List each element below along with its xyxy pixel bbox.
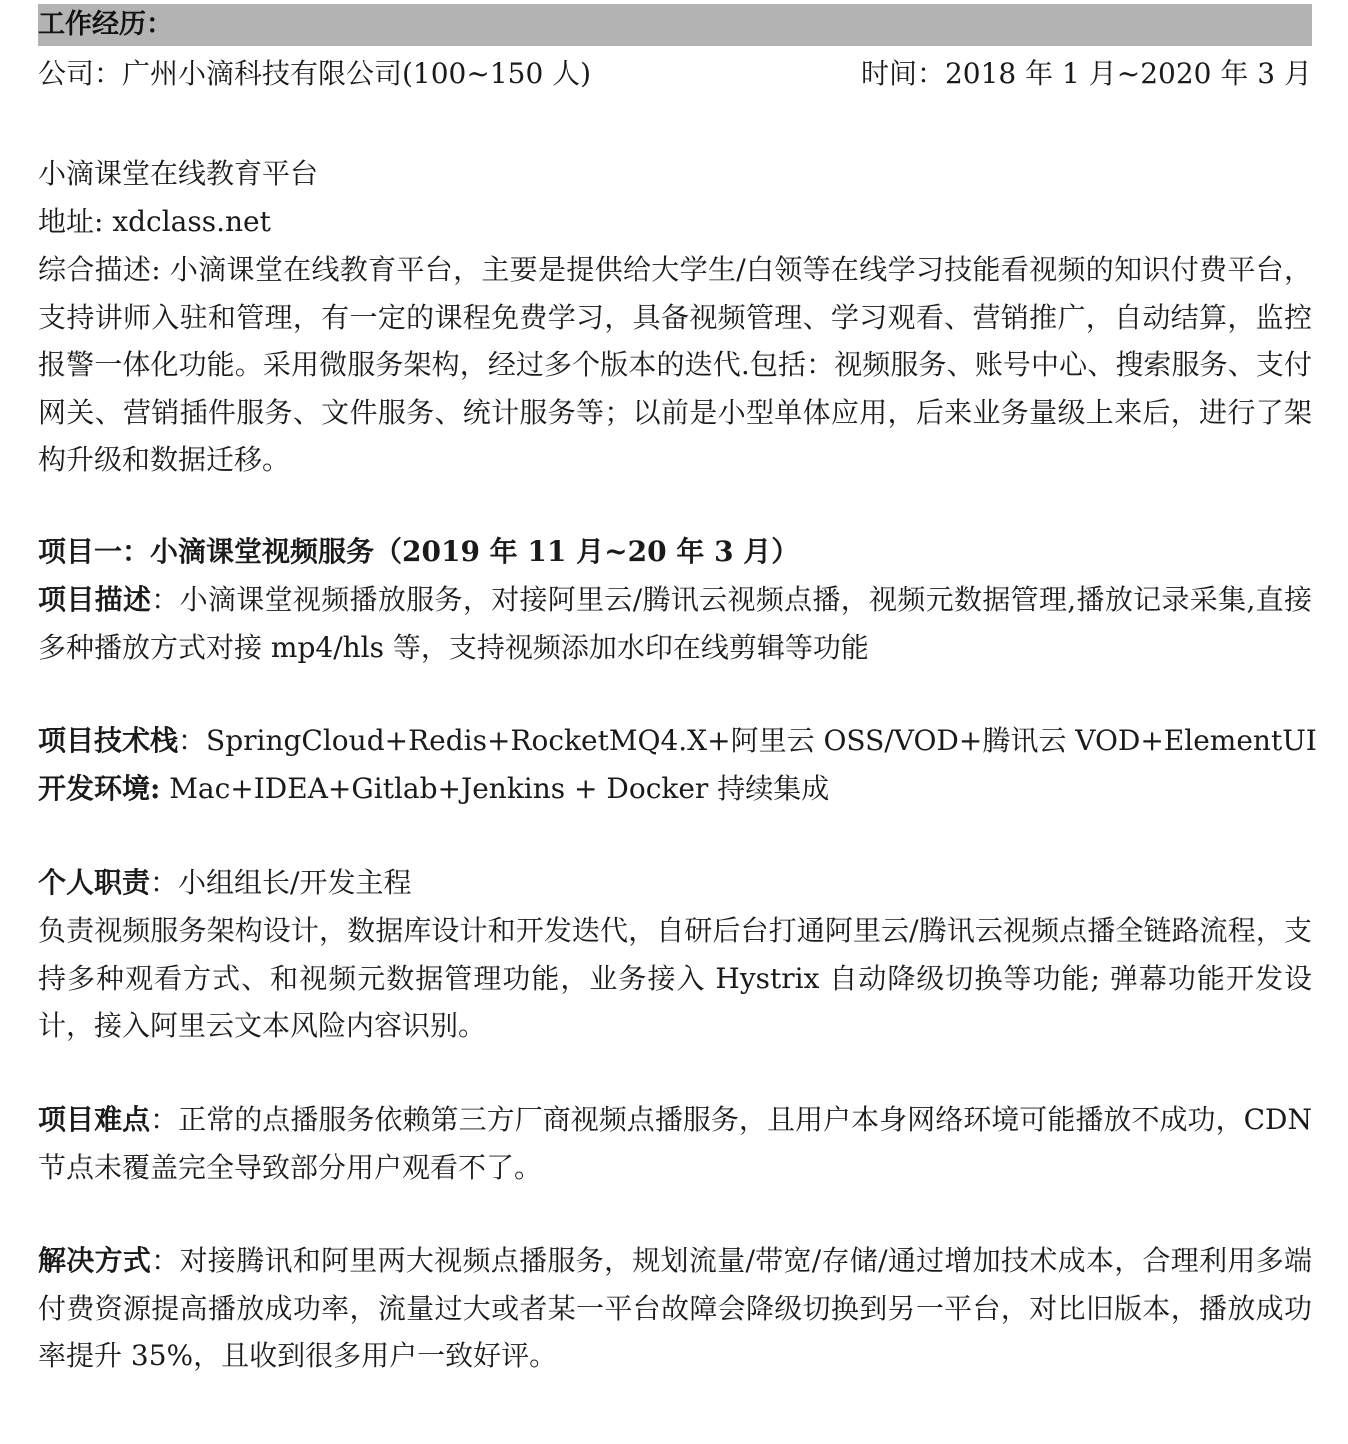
personal-role-label: 个人职责 (38, 866, 151, 900)
dev-environment-label: 开发环境: (38, 772, 161, 806)
personal-role (38, 859, 1312, 907)
company-row (38, 46, 1312, 102)
tech-stack-label: 项目技术栈 (38, 724, 179, 758)
resume-page (38, 4, 1317, 1380)
dev-environment-text: Mac+IDEA+Gitlab+Jenkins + Docker 持续集成 (160, 772, 830, 806)
company-name: 公司：广州小滴科技有限公司(100~150 人) (38, 57, 592, 90)
project-difficulty-label: 项目难点 (38, 1102, 151, 1136)
solution (38, 1237, 1312, 1380)
solution-text: ：对接腾讯和阿里两大视频点播服务，规划流量/带宽/存储/通过增加技术成本，合理利用多端付费资源提高播放成功率，流量过大或者某一平台故障会降级切换到另一平台，对比旧版本，播放成功率提升 35%，且收到很多用户一致好评。 (38, 1244, 1312, 1373)
dev-environment (38, 765, 1312, 813)
project-description (38, 576, 1312, 671)
project-description-text: ：小滴课堂视频播放服务，对接阿里云/腾讯云视频点播，视频元数据管理,播放记录采集,直接多种播放方式对接 mp4/hls 等，支持视频添加水印在线剪辑等功能 (38, 582, 1312, 664)
solution-label: 解决方式 (38, 1244, 152, 1278)
platform-address: 地址: xdclass.net (38, 205, 271, 238)
responsibility-description: 负责视频服务架构设计，数据库设计和开发迭代，自研后台打通阿里云/腾讯云视频点播全链路流程，支持多种观看方式、和视频元数据管理功能，业务接入 Hystrix 自动降级切换等功能; 弹幕功能开发设计，接入阿里云文本风险内容识别。 (38, 914, 1312, 1043)
section-header-work-experience: 工作经历： (38, 4, 1312, 46)
platform-name: 小滴课堂在线教育平台 (38, 157, 319, 190)
personal-role-text: ：小组组长/开发主程 (150, 866, 412, 900)
employment-period: 时间：2018 年 1 月~2020 年 3 月 (860, 57, 1312, 90)
platform-description: 综合描述: 小滴课堂在线教育平台，主要是提供给大学生/白领等在线学习技能看视频的知识付费平台，支持讲师入驻和管理，有一定的课程免费学习，具备视频管理、学习观看、营销推广，自动结算，监控报警一体化功能。采用微服务架构，经过多个版本的迭代.包括：视频服务、账号中心、搜索服务、支付网关、营销插件服务、文件服务、统计服务等；以前是小型单体应用，后来业务量级上来后，进行了架构升级和数据迁移。 (38, 253, 1312, 477)
tech-stack (38, 717, 1317, 765)
project-title: 项目一：小滴课堂视频服务（2019 年 11 月~20 年 3 月） (38, 534, 800, 568)
project-difficulty (38, 1096, 1312, 1191)
tech-stack-text: ：SpringCloud+Redis+RocketMQ4.X+阿里云 OSS/VOD+腾讯云 VOD+ElementUI (178, 724, 1317, 758)
project-description-label: 项目描述 (38, 582, 152, 616)
project-difficulty-text: ：正常的点播服务依赖第三方厂商视频点播服务，且用户本身网络环境可能播放不成功，CDN 节点未覆盖完全导致部分用户观看不了。 (38, 1102, 1312, 1184)
